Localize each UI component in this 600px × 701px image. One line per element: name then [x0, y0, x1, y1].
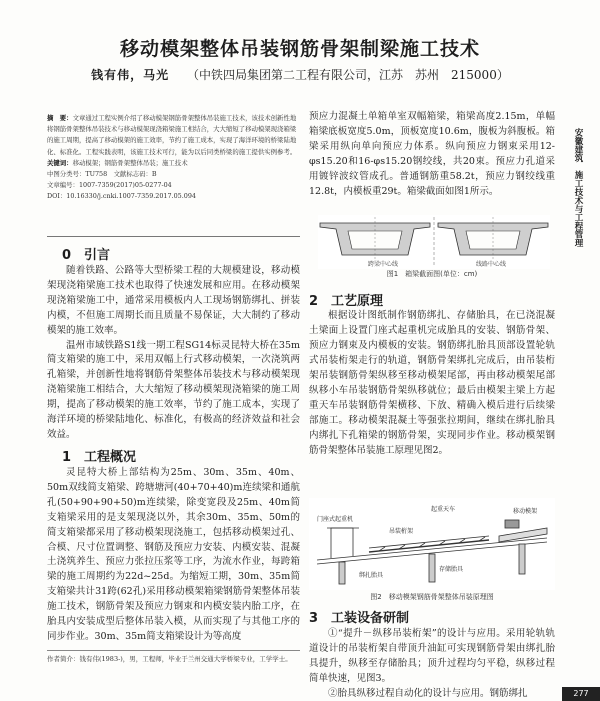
page-number: 277 — [562, 687, 600, 701]
author-footnote: 作者简介：钱有伟(1983-)，男，工程师，毕业于兰州交通大学桥梁专业，工学学士。 — [47, 650, 300, 664]
right-column-continuation — [309, 109, 555, 199]
abstract-block — [47, 113, 299, 203]
author-names: 钱有伟，马光 — [91, 68, 170, 82]
figure-1 — [318, 215, 550, 269]
abstract-text: 文章通过工程实例介绍了移动模架钢筋骨架整体吊装施工技术，该技术创新性地将钢筋骨架整体吊装技术与移动模架现浇箱梁施工相结合，大大缩短了移动模架现浇箱梁的施工周期，提高了移动模架的施工效率，节约了施工成本，实现了海洋环境的桥梁陆地化、标准化。工程实践表明，该施工技术可行，能为以后同类桥梁的施工提供实例参考。 — [47, 114, 297, 156]
article-number: 文章编号：1007-7359(2017)05-0277-04 — [47, 181, 172, 190]
abstract-label: 摘 要： — [47, 114, 73, 122]
section-2-body — [309, 308, 555, 458]
author-line — [0, 66, 600, 83]
paragraph: ①“提升－纵移吊装桁架”的设计与应用。采用轮轨轨道设计的吊装桁架自带顶升油缸可实现钢筋骨架由绑扎胎具提升，纵移至存储胎具；顶升过程均匀平稳，纵移过程简单快速，见图3。 — [309, 628, 555, 684]
paragraph: ②胎具纵移过程自动化的设计与应用。钢筋绑扎 — [328, 688, 528, 699]
section-3-body — [309, 626, 555, 701]
figure-2 — [309, 498, 555, 590]
section-heading-1: 1 工程概况 — [62, 450, 137, 465]
journal-side-tab: 安徽建筑 施工技术与工程管理 — [573, 128, 583, 247]
fig2-label-binding: 绑扎胎具 — [359, 572, 384, 579]
fig1-label-left: 跨梁中心线 — [368, 261, 399, 268]
paper-title: 移动模架整体吊装钢筋骨架制梁施工技术 — [119, 38, 480, 60]
fig2-label-storage: 存储胎具 — [439, 566, 464, 573]
fig2-label-trolley: 起重天车 — [431, 506, 456, 513]
figure-1-caption: 图1 箱梁截面图(单位：cm) — [386, 270, 478, 278]
keywords-label: 关键词： — [47, 158, 73, 167]
fig2-label-truss: 吊装桁架 — [389, 528, 414, 535]
fig1-label-right: 线路中心线 — [476, 261, 507, 268]
section-heading-3: 3 工装设备研制 — [309, 611, 410, 626]
keywords: 移动模架；钢筋骨架整体吊装；施工技术 — [72, 158, 188, 167]
clc-code: 中图分类号：TU758 文献标志码：B — [47, 170, 157, 179]
section-0-body — [47, 264, 300, 443]
doi: DOI：10.16330/j.cnki.1007-7359.2017.05.094 — [47, 192, 196, 201]
fig2-label-formwork: 移动模架 — [513, 508, 538, 515]
box-girder-section-drawing — [318, 215, 550, 269]
abstract-divider — [47, 236, 300, 237]
section-heading-0: 0 引言 — [62, 248, 111, 263]
section-1-body — [47, 466, 300, 645]
paragraph: 灵昆特大桥上部结构为25m、30m、35m、40m、50m双线简支箱梁、跨塘塘河(40+70+40)m连续梁和通航孔(50+90+90+50)m连续梁，除变宽段及25m、40m简支箱梁采用的是支架现浇以外，其余30m、35m、50m的简支箱梁都采用了移动模架现浇施工，包括移动模架过孔、合模、尺寸位置调整、钢筋及预应力安装、内模安装、混凝土浇筑养生、预应力张拉压浆等工序，为流水作业，每跨箱梁的施工周期约为22d~25d。为缩短工期，30m、35m简支箱梁共计31跨(62孔)采用移动模架箱梁钢筋骨架整体吊装施工技术，钢筋骨架及预应力钢束和内模安装内胎工序，在胎具内安装成型后整体吊装入模，从而实现了与其他工序的同步作业。30m、35m简支箱梁设计为等高度 — [47, 467, 300, 642]
figure-2-caption: 图2 移动模架钢筋骨架整体吊装原理图 — [370, 593, 494, 601]
paragraph: 根据设计图纸制作钢筋绑扎、存储胎具，在已浇混凝土梁面上设置门座式起重机完成胎具的安装、钢筋骨架、预应力钢束及内模板的安装。钢筋绑扎胎具顶部设置轮轨式吊装桁架走行的轨道，钢筋骨架绑扎完成后，由吊装桁架吊装钢筋骨架纵移至移动模架尾部，再由移动模架尾部纵移小车吊装钢筋骨架纵移就位；最后由模架主梁上方起重天车吊装钢筋骨架横移、下放、精确入模后进行后续梁部施工。移动模架混凝土等强张拉期间，继续在绑扎胎具内绑扎下孔箱梁的钢筋骨架，实现同步作业。移动模架钢筋骨架整体吊装施工原理见图2。 — [309, 310, 555, 456]
section-heading-2: 2 工艺原理 — [309, 294, 384, 309]
paragraph: 随着铁路、公路等大型桥梁工程的大规模建设，移动模架现浇箱梁施工技术也取得了快速发展和应用。在移动模架现浇箱梁施工中，通常采用模板内人工现场钢筋绑扎、拼装内模，不但施工周期长而且质量不易保证，大大制约了移动模架的施工效率。 — [47, 265, 300, 336]
paragraph: 预应力混凝土单箱单室双幅箱梁，箱梁高度2.15m，单幅箱梁底板宽度5.0m，顶板宽度10.6m，腹板为斜腹板。箱梁采用纵向单向预应力体系。纵向预应力钢束采用12-φs15.20和16-φs15.20钢绞线，共20束。预应力孔道采用镀锌波纹管成孔。普通钢筋重58.2t，预应力钢绞线重12.8t，内模板重29t。箱梁截面如图1所示。 — [309, 111, 555, 197]
paragraph: 温州市域铁路S1线一期工程SG14标灵昆特大桥在35m简支箱梁的施工中，采用双幅上行式移动模架，一次浇筑两孔箱梁，并创新性地将钢筋骨架整体吊装技术与移动模架现浇箱梁施工相结合，大大缩短了移动模架现浇箱梁的施工周期，提高了移动模架的施工效率，节约了施工成本，实现了海洋环境的桥梁陆地化、标准化，有极高的经济效益和社会效益。 — [47, 339, 300, 440]
fig2-label-crane: 门座式起重机 — [317, 516, 354, 523]
author-affiliation: （中铁四局集团第二工程有限公司，江苏 苏州 215000） — [187, 68, 509, 82]
